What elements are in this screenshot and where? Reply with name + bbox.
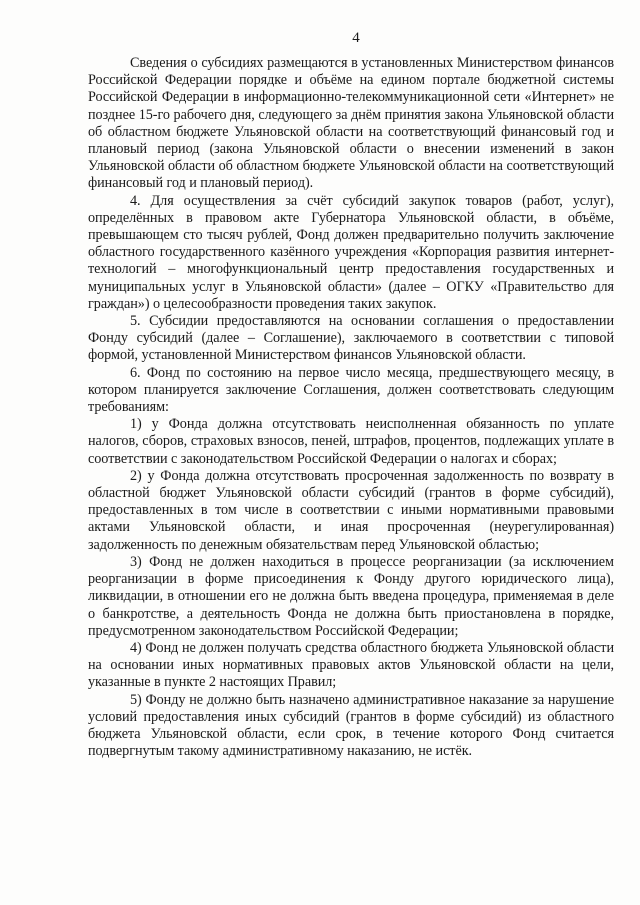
paragraph-requirement-4: 4) Фонд не должен получать средства областного бюджета Ульяновской области на основании иных нормативных правовых актов Ульяновской области на цели, указанные в пункте 2 настоящих Правил; xyxy=(88,639,614,691)
paragraph-requirement-2: 2) у Фонда должна отсутствовать просроченная задолженность по возврату в областной бюджет Ульяновской области субсидий (грантов в форме субсидий), предоставленных в том числе в соответствии с иными нормативными правовыми актами Ульяновской области, и иная просроченная (неурегулированная) задолженность по денежным обязательствам перед Ульяновской областью; xyxy=(88,467,614,553)
page-number: 4 xyxy=(352,30,360,46)
paragraph-item-4: 4. Для осуществления за счёт субсидий закупок товаров (работ, услуг), определённых в правовом акте Губернатора Ульяновской области, в объёме, превышающем сто тысяч рублей, Фонд должен предварительно получить заключение областного государственного казённого учреждения «Корпорация развития интернет-технологий – многофункциональный центр предоставления государственных и муниципальных услуг в Ульяновской области» (далее – ОГКУ «Правительство для граждан») о целесообразности проведения таких закупок. xyxy=(88,192,614,312)
paragraph-requirement-1: 1) у Фонда должна отсутствовать неисполненная обязанность по уплате налогов, сборов, страховых взносов, пеней, штрафов, процентов, подлежащих уплате в соответствии с законодательством Российской Федерации о налогах и сборах; xyxy=(88,416,614,467)
paragraph-subsidy-info: Сведения о субсидиях размещаются в установленных Министерством финансов Российской Федерации порядке и объёме на едином портале бюджетной системы Российской Федерации в информационно-телекоммуникационной сети «Интернет» не позднее 15-го рабочего дня, следующего за днём принятия закона Ульяновской области об областном бюджете Ульяновской области на соответствующий финансовый год и плановый период (закона Ульяновской области о внесении изменений в закон Ульяновской области об областном бюджете Ульяновской области на соответствующий финансовый год и плановый период). xyxy=(88,55,614,192)
paragraph-requirement-3: 3) Фонд не должен находиться в процессе реорганизации (за исключением реорганизации в форме присоединения к Фонду другого юридического лица), ликвидации, в отношении его не должна быть введена процедура, применяемая в деле о банкротстве, а деятельность Фонда не должна быть приостановлена в порядке, предусмотренном законодательством Российской Федерации; xyxy=(88,553,614,639)
paragraph-item-6: 6. Фонд по состоянию на первое число месяца, предшествующего месяцу, в котором планируется заключение Соглашения, должен соответствовать следующим требованиям: xyxy=(88,364,614,416)
paragraph-requirement-5: 5) Фонду не должно быть назначено административное наказание за нарушение условий предоставления иных субсидий (грантов в форме субсидий) из областного бюджета Ульяновской области, если срок, в течение которого Фонд считается подвергнутым такому административному наказанию, не истёк. xyxy=(88,691,614,760)
paragraph-item-5: 5. Субсидии предоставляются на основании соглашения о предоставлении Фонду субсидий (далее – Соглашение), заключаемого в соответствии с типовой формой, установленной Министерством финансов Ульяновской области. xyxy=(88,313,614,364)
